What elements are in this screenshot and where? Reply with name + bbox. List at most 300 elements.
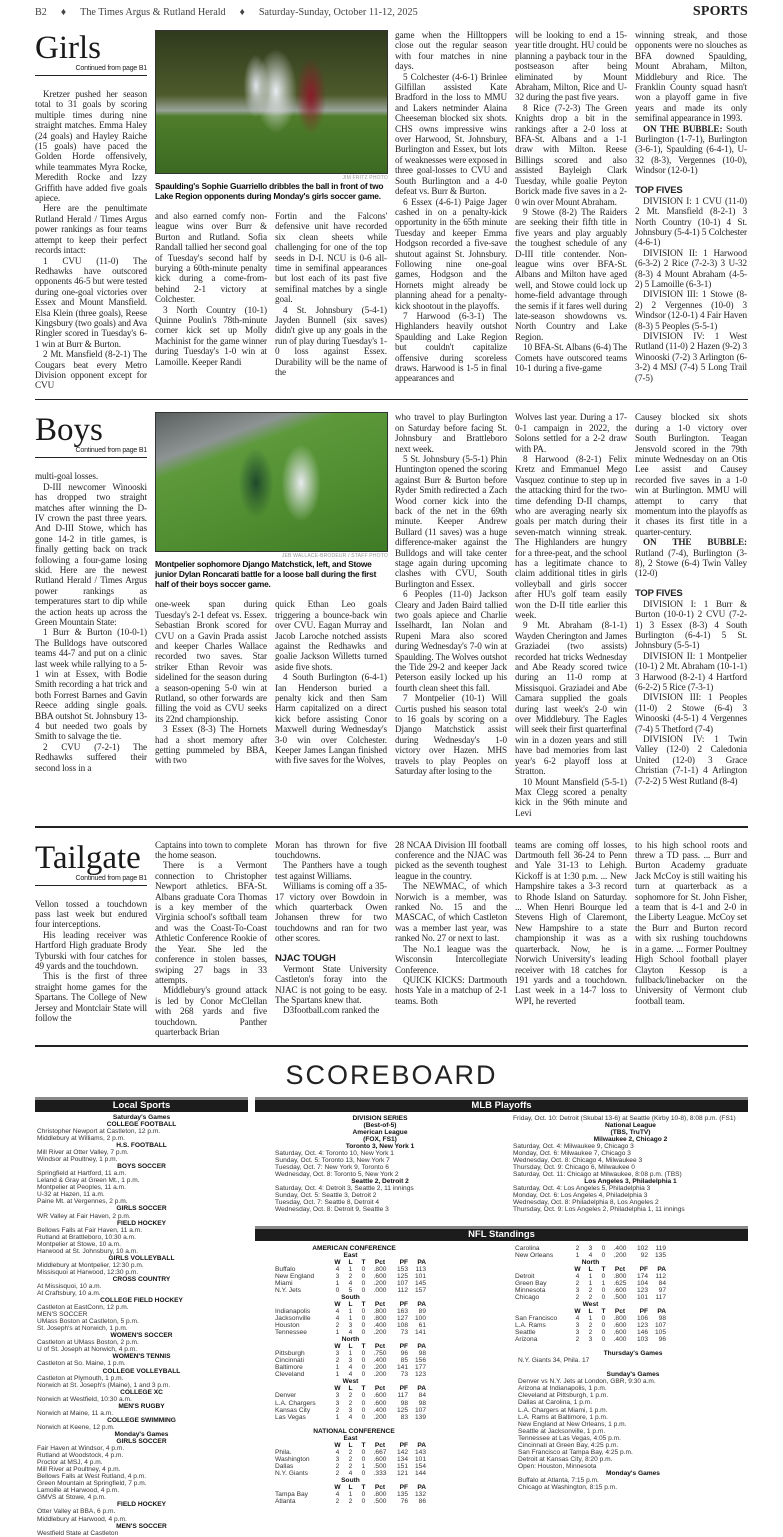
list-line: Saturday, Oct. 4: Los Angeles 5, Philadelphia 3 [513,1185,651,1193]
stat-value: 61 [418,1322,426,1330]
column-header: PA [417,1343,426,1351]
stat-value: .600 [373,1272,387,1280]
stat-value: 2 [348,1462,353,1470]
paragraph: This is the first of three straight home games for the Spartans. The College of New Jersey and Montclair State will follow the [35,971,147,1024]
column-header: L [348,1343,353,1351]
stat-value: 84 [658,1279,666,1287]
stat-value: 135 [396,1491,408,1499]
team-name: Pittsburgh [275,1350,305,1358]
stat-value: .600 [613,1322,627,1330]
article-column [515,30,627,373]
team-name: Green Bay [515,1279,547,1287]
stat-value: 4 [335,1491,340,1499]
column-header: PF [399,1300,408,1308]
list-line: Wednesday, Oct. 8: Chicago 4, Milwaukee 3 [513,1157,643,1165]
stat-value: 2 [575,1279,580,1287]
list-heading: Los Angeles 3, Philadelphia 1 [584,1178,677,1186]
stat-value: 0 [361,1307,366,1315]
column-header: PF [399,1484,408,1492]
list-line: Norwich at Keene, 12 p.m. [37,1423,115,1431]
stat-value: 139 [414,1413,426,1421]
list-heading: MEN'S SOCCER [116,1522,167,1530]
stat-value: .600 [613,1286,627,1294]
stat-value: .400 [373,1406,387,1414]
stat-value: 3 [348,1357,353,1365]
article-column [395,412,507,776]
article-column [395,840,507,1007]
stat-value: 0 [601,1322,606,1330]
column-header: PA [417,1385,426,1393]
article-column [275,599,387,766]
division-table [275,1294,426,1336]
list-line: WR Valley at Fair Haven, 2 p.m. [37,1212,131,1220]
paragraph: Captains into town to complete the home season. [155,839,267,861]
stat-value: 146 [636,1329,648,1337]
team-name: Cincinnati [275,1357,304,1365]
standings-header-row [515,1308,666,1315]
list-line: Otter Valley at BBA, 6 p.m. [37,1508,116,1516]
standings-row [515,1252,666,1259]
division-table [275,1336,426,1378]
stat-value: .400 [373,1322,387,1330]
list-line: Monday, Oct. 6: Los Angeles 4, Philadelphia 3 [513,1192,648,1200]
list-line: Rutland at Woodstock, 4 p.m. [37,1452,124,1460]
stat-value: 73 [400,1329,408,1337]
list-line: Norwich at St. Joseph's (Maine), 1 and 3 p.m. [37,1381,171,1389]
standings-row [275,1266,426,1273]
paragraph-text: Rutland (7-4), Burlington (3-8), 2 Stowe (6-4) Twin Valley (12-0) [635,547,747,579]
stat-value: 177 [414,1364,426,1372]
column-header: PF [399,1343,408,1351]
list-line: Bellows Falls at Fair Haven, 11 a.m. [37,1226,143,1234]
stat-value: 4 [575,1314,580,1322]
stat-value: .200 [613,1251,627,1259]
stat-value: 2 [575,1293,580,1301]
paragraph: 7 Harwood (6-3-1) The Highlanders heavily outshot Spaulding and Lake Region but couldn't capitalize offensive during scoreless draws. Harwood is 1-5 in final appearances and [395,310,507,384]
tailgate-heading: Tailgate [35,839,141,876]
list-line: Denver vs N.Y. Jets at London, GBR, 9:30 a.m. [518,1378,656,1386]
stat-value: 0 [335,1286,340,1294]
division-name: East [343,1251,358,1259]
division-name: South [341,1293,360,1301]
column-header: PA [657,1265,666,1273]
stat-value: .500 [613,1293,627,1301]
stat-value: 0 [361,1448,366,1456]
lead-in: ON THE BUBBLE: [643,537,747,548]
continued-note: Continued from page B1 [75,65,147,72]
stat-value: 121 [396,1469,408,1477]
stat-value: 154 [414,1462,426,1470]
stat-value: 2 [335,1357,340,1365]
stat-value: 0 [361,1279,366,1287]
column-header: PF [399,1441,408,1449]
paragraph: 8 Rice (7-2-3) The Green Knights drop a bit in the rankings after a 2-0 loss at BFA-St. Albans and a 1-1 draw with Milton. Reese Billings scored and also assisted Bayleigh Clark Tuesday, while goalie Peyton Borick made five saves in a 2-0 win over Mount Abraham. [515,102,627,207]
stat-value: 1 [335,1371,340,1379]
list-line: Castleton at So. Maine, 1 p.m. [37,1360,126,1368]
stat-value: 1 [348,1314,353,1322]
team-name: Chicago [515,1293,540,1301]
paragraph: 28 NCAA Division III football conference and the NJAC was picked as the seventh toughest league in the country. [395,839,507,881]
paragraph: There is a Vermont connection to Christopher Newport athletics. BFA-St. Albans graduate Cora Thomas is a key member of the Virginia school's softball team and was the Coast-To-Coast Athletic Conference Rookie of the Year. She led the conference in stolen basses, swiping 27 bags in 33 attempts. [155,860,267,985]
list-line: Seattle at Jacksonville, 1 p.m. [518,1427,606,1435]
stat-value: .500 [373,1462,387,1470]
paragraph: DIVISION I: 1 CVU (11-0) 2 Mt. Mansfield (8-2-1) 3 North Country (10-1) 4 St. Johnsbury (5-4-1) 5 Colchester (4-6-1) [635,195,747,248]
paragraph [635,537,747,579]
list-line: Christopher Newport at Castleton, 12 p.m. [37,1127,161,1135]
list-heading: FIELD HOCKEY [116,1219,167,1227]
list-line: Middlebury at Harwood, 4 p.m. [37,1515,127,1523]
stat-value: 2 [335,1469,340,1477]
column-header: W [334,1441,341,1449]
paragraph: Vellon tossed a touchdown pass last week but endured four interceptions. [35,898,147,930]
column-header: W [334,1484,341,1492]
stat-value: 0 [361,1350,366,1358]
stat-value: 0 [361,1413,366,1421]
stat-value: 4 [348,1371,353,1379]
team-name: Kansas City [275,1406,311,1414]
standings-header-row [515,1266,666,1273]
paragraph: The NEWMAC, of which Norwich is a member, was ranked No. 15 and the MASCAC, of which Castleton was a member last year, was ranked No. 27 or next to last. [395,881,507,944]
pro-box [255,1097,748,1505]
list-line: L.A. Rams at Baltimore, 1 p.m. [518,1413,608,1421]
girls-section [35,30,748,391]
paragraph: 3 Essex (8-3) The Hornets had a short memory after getting pummeled by BBA, with two [155,724,267,766]
stat-value: 135 [654,1251,666,1259]
conference-title: NATIONAL CONFERENCE [313,1427,395,1435]
section-name: SPORTS [692,4,748,19]
list-line: Wednesday, Oct. 8: Toronto 5, New York 2 [275,1171,399,1179]
team-name: Cleveland [275,1371,305,1379]
standings-row [275,1449,426,1456]
standings-row [515,1294,666,1301]
stat-value: 1 [335,1413,340,1421]
local-sports-header: Local Sports [35,1097,248,1112]
stat-value: 125 [396,1272,408,1280]
stat-value: 141 [396,1364,408,1372]
paragraph: DIVISION II: 1 Harwood (6-3-2) 2 Rice (7-2-3) 3 U-32 (8-3) 4 Mount Abraham (4-5-2) 5 Lamoille (6-3-1) [635,247,747,289]
divider [35,885,147,886]
stat-value: .625 [613,1279,627,1287]
stat-value: 2 [588,1293,593,1301]
list-heading: COLLEGE FOOTBALL [106,1120,177,1128]
stat-value: 4 [335,1448,340,1456]
stat-value: 112 [397,1286,408,1294]
standings-row [515,1287,666,1294]
team-name: Tampa Bay [275,1491,308,1499]
stat-value: 117 [655,1293,666,1301]
team-name: Houston [275,1322,300,1330]
stat-value: 0 [361,1498,366,1506]
article-column [155,599,267,766]
stat-value: .000 [373,1286,387,1294]
paragraph: Middlebury's ground attack is led by Conor McClellan with 268 yards and five touchdown. Panther quarterback Brian [155,985,267,1037]
division-table [275,1252,426,1294]
stat-value: 4 [348,1469,353,1477]
article-column [275,840,387,1016]
column-header: PF [639,1265,648,1273]
standings-header-row [275,1484,426,1491]
stat-value: 3 [348,1322,353,1330]
division-table [515,1245,666,1259]
standings-header-row [275,1259,426,1266]
column-header: PA [417,1484,426,1492]
column-header: Pct [614,1307,626,1315]
standings-row [275,1392,426,1399]
column-header: Pct [374,1258,386,1266]
stat-value: .200 [373,1329,387,1337]
standings-row [275,1364,426,1371]
photo-caption: Montpelier sophomore Django Matchstick, left, and Stowe junior Dylan Roncarati battle for a loose ball during the first half of their boys soccer game. [155,559,377,590]
paragraph: 2 CVU (7-2-1) The Redhawks suffered their second loss in a [35,741,147,773]
paragraph: 5 Colchester (4-6-1) Brinlee Gilfillan assisted Kate Bradford in the loss to MMU and Lakers netminder Alaina Cheeseman blocked six shots. CHS owns impressive wins over Harwood, St. Johnsbury, Burlington and Essex, but lots of weaknesses were exposed in three goal-losses to CVU and South Burlington and a 4-0 defeat vs. Burr & Burton. [395,71,507,197]
team-name: New England [275,1272,315,1280]
column-header: Pct [614,1265,626,1273]
list-line: Springfield at Hartford, 11 a.m. [37,1170,127,1178]
paragraph: 6 Essex (4-6-1) Paige Jager cashed in on a penalty-kick opportunity in the 65th minute Tuesday and keeper Emma Hodgson recorded a five-save shutout against St. Johnsbury. Following nine one-goal games, Hodgson and the Hornets might already be planning ahead for a penalty-kick shootout in the playoffs. [395,196,507,311]
paragraph: 10 Mount Mansfield (5-5-1) Max Clegg scored a penalty kick in the 96th minute and Levi [515,776,627,818]
stat-value: 153 [396,1265,408,1273]
column-header: Pct [374,1385,386,1393]
stat-value: 98 [418,1350,426,1358]
paragraph: 6 Peoples (11-0) Jackson Cleary and Jaden Baird tallied two goals apiece and Charlie Isselhardt, Ian Nolan and Rupeni Mara also scored during Wednesday's 7-0 win at Spaulding. The Wolves outshot the Tide 29-2 and keeper Jack Peterson easily locked up his fourth clean sheet this fall. [395,589,507,693]
list-heading: Seattle 2, Detroit 2 [351,1178,409,1186]
conference-title: AMERICAN CONFERENCE [312,1244,396,1252]
stat-value: 84 [418,1392,426,1400]
paragraph: one-week span during Tuesday's 2-1 defeat vs. Essex. Sebastian Bronk scored for CVU on a Gavin Prada assist and keeper Charles Wallace recorded two saves. Star striker Ethan Revoir was sidelined for the season during a season-opening 5-0 win at Rutland, so other forwards are filling the void as CVU seeks its 22nd championship. [155,599,267,724]
boys-soccer-photo [155,412,388,552]
scoreboard [35,1097,748,1537]
list-heading: COLLEGE VOLLEYBALL [102,1367,181,1375]
standings-row [275,1456,426,1463]
issue-date: Saturday-Sunday, October 11-12, 2025 [258,7,418,18]
list-heading: Saturday's Games [112,1113,171,1121]
column-header: L [348,1484,353,1492]
standings-row [275,1280,426,1287]
stat-value: 106 [636,1314,648,1322]
team-name: L.A. Rams [515,1322,546,1330]
paragraph: Moran has thrown for five touchdowns. [275,839,387,861]
subheading: NJAC TOUGH [275,952,336,964]
article-column [635,30,747,383]
stat-value: 102 [636,1244,648,1252]
article-column [635,840,747,1007]
team-name: Baltimore [275,1364,303,1372]
stat-value: 4 [348,1329,353,1337]
continued-note: Continued from page B1 [75,447,147,455]
column-header: L [348,1258,353,1266]
stat-value: 0 [601,1336,606,1344]
paragraph: game when the Hilltoppers close out the regular season with four matches in nine days. [395,30,507,72]
paragraph: DIVISION IV: 1 West Rutland (11-0) 2 Hazen (9-2) 3 Winooski (7-2) 3 Arlington (6-3-2) 4 MSJ (7-4) 5 Long Trail (7-5) [635,330,747,383]
paragraph: Wolves last year. During a 17-0-1 campaign in 2022, the Solons settled for a 2-2 draw with PA. [515,412,627,454]
list-line: At Missisquoi, 10 a.m. [37,1282,102,1290]
team-name: Washington [275,1455,310,1463]
column-header: T [601,1265,606,1273]
stat-value: 0 [361,1265,366,1273]
list-line: Castleton at UMass Boston, 2 p.m. [37,1339,139,1347]
column-header: Pct [374,1343,386,1351]
photo-credit: JIM FRITZ PHOTO [342,175,388,181]
column-header: PA [657,1307,666,1315]
stat-value: 0 [361,1272,366,1280]
standings-row [275,1400,426,1407]
stat-value: 0 [361,1469,366,1477]
paragraph: will be looking to end a 15-year title drought. HU could be planning a payback tour in the postseason after being eliminated by Mount Abraham, Milton, Rice and U-32 during the past five years. [515,30,627,103]
stat-value: .800 [373,1491,387,1499]
column-header: T [601,1307,606,1315]
list-heading: BOYS SOCCER [117,1163,166,1171]
stat-value: 2 [588,1322,593,1330]
stat-value: 101 [414,1272,426,1280]
stat-value: 3 [575,1329,580,1337]
subheading: TOP FIVES [635,587,683,599]
list-heading: (Best-of-5) [363,1121,397,1129]
stat-value: 0 [601,1329,606,1337]
stat-value: 3 [335,1350,340,1358]
continued-note: Continued from page B1 [75,874,147,882]
stat-value: 96 [658,1336,666,1344]
list-line: Open: Houston, Minnesota [518,1462,597,1470]
paragraph: 9 Mt. Abraham (8-1-1) Wayden Cherington and James Graziadei (two assists) recorded hat tricks Wednesday and Abe Ready scored twice during an 11-0 romp at Missisquoi. Graziadei and Abe Camara supplied the goals during last week's 2-0 win over Middlebury. The Eagles will seek their first quarterfinal win in a dozen years and still have bad memories from last year's 6-2 playoff loss at Stratton. [515,620,627,777]
column-header: Pct [374,1484,386,1492]
nfl-schedule [515,1350,748,1491]
stat-value: 5 [348,1286,353,1294]
list-line: Westfield State at Castleton [37,1529,119,1537]
list-line: Green Mountain at Springfield, 7 p.m. [37,1480,147,1488]
nfl-body [255,1241,748,1506]
list-line: Montpelier at Peoples, 11 a.m. [37,1184,126,1192]
stat-value: 86 [418,1498,426,1506]
list-line: Detroit at Kansas City, 8:20 p.m. [518,1455,613,1463]
column-header: L [348,1300,353,1308]
division-table [275,1378,426,1420]
standings-row [275,1329,426,1336]
list-line: Castleton at EastConn, 12 p.m. [37,1304,129,1312]
stat-value: .800 [613,1272,627,1280]
list-line: Middlebury at Williams, 2 p.m. [37,1134,125,1142]
team-col [515,1266,571,1273]
standings-header-row [275,1442,426,1449]
stat-value: 101 [636,1293,648,1301]
list-line: At Craftsbury, 10 a.m. [37,1290,101,1298]
list-line: New England at New Orleans, 1 p.m. [518,1420,627,1428]
paragraph: 5 St. Johnsbury (5-5-1) Phin Huntington opened the scoring against Burr & Burton before Ryder Smith redirected a Zach Wood corner kick into the back of the net in the 69th minute. Keeper Andrew Bullard (11 saves) was a huge difference-maker against the Bulldogs and will take center stage again during upcoming clashes with CVU, South Burlington and Essex. [395,453,507,589]
boys-lead-column [35,412,147,773]
stat-value: 98 [658,1314,666,1322]
stat-value: 1 [348,1491,353,1499]
stat-value: .200 [373,1371,387,1379]
standings-header-row [275,1301,426,1308]
paragraph: 2 Mt. Mansfield (8-2-1) The Cougars beat every Metro Division opponent except for CVU [35,349,147,391]
paragraph: 3 North Country (10-1) Quinne Poulin's 78th-minute corner kick set up Molly Machinist for the game winner during Tuesday's 1-0 win at Lamoille. Keeper Randi [155,304,267,367]
standings-row [275,1414,426,1421]
stat-value: 0 [601,1293,606,1301]
paragraph [635,124,747,176]
list-heading: National League [605,1121,656,1129]
stat-value: 123 [414,1371,426,1379]
masthead [35,0,748,30]
article-column [515,412,627,818]
stat-value: 1 [335,1364,340,1372]
division-name: North [581,1258,600,1266]
list-line: Chicago at Washington, 8:15 p.m. [518,1484,618,1492]
stat-value: 100 [414,1314,426,1322]
divider [35,457,147,458]
list-heading: H.S. FOOTBALL [116,1142,167,1150]
stat-value: 85 [400,1357,408,1365]
stat-value: 3 [335,1392,340,1400]
list-line: Cleveland at Pittsburgh, 1 p.m. [518,1392,609,1400]
stat-value: 101 [414,1455,426,1463]
list-line [518,1364,748,1371]
paragraph: QUICK KICKS: Dartmouth hosts Yale in a matchup of 2-1 teams. Both [395,974,507,1006]
column-header: T [361,1300,366,1308]
team-col [275,1259,331,1266]
standings-row [275,1350,426,1357]
list-heading: COLLEGE XC [120,1388,163,1396]
stat-value: 2 [348,1272,353,1280]
stat-value: 97 [658,1286,666,1294]
stat-value: 1 [575,1251,580,1259]
article-column [155,211,267,367]
column-header: L [588,1307,593,1315]
stat-value: .200 [373,1279,387,1287]
stat-value: 2 [335,1406,340,1414]
list-line: Saturday, Oct. 4: Toronto 10, New York 1 [275,1150,394,1158]
column-header: T [361,1258,366,1266]
stat-value: 127 [396,1314,408,1322]
stat-value: 3 [575,1286,580,1294]
stat-value: 1 [601,1279,606,1287]
nfl-standings-header: NFL Standings [255,1226,748,1241]
team-col [275,1385,331,1392]
stat-value: 2 [348,1455,353,1463]
stat-value: .800 [373,1307,387,1315]
stat-value: 3 [335,1399,340,1407]
stat-value: 0 [601,1244,606,1252]
article-column [395,30,507,384]
stat-value: .600 [373,1392,387,1400]
stat-value: 98 [400,1399,408,1407]
stat-value: 96 [400,1350,408,1358]
list-line: GMVS at Stowe, 4 p.m. [37,1494,106,1502]
stat-value: .750 [373,1350,387,1358]
stat-value: 4 [348,1364,353,1372]
section-divider [35,1045,748,1047]
stat-value: 1 [335,1279,340,1287]
paragraph: winning streak, and those opponents were no slouches as BFA downed Spaulding, Mount Abraham, Milton, Middlebury and Rice. The Franklin County squad hasn't won a playoff game in five years and made its only semifinal appearance in 1993. [635,30,747,124]
stat-value: 144 [414,1469,426,1477]
mlb-nl-results [495,1115,748,1214]
team-name: Jacksonville [275,1314,311,1322]
standings-row [275,1463,426,1470]
list-line: Fair Haven at Windsor, 4 p.m. [37,1445,125,1453]
list-line: Dallas at Carolina, 1 p.m. [518,1399,593,1407]
stat-value: 1 [348,1350,353,1358]
list-heading: American League [352,1128,408,1136]
stat-value: 73 [400,1371,408,1379]
stat-value: 113 [415,1265,426,1273]
list-line: Paine Mt. at Vergennes, 2 p.m. [37,1198,128,1206]
list-line: Harwood at St. Johnsbury, 10 a.m. [37,1247,139,1255]
stat-value: 76 [400,1498,408,1506]
paragraph: quick Ethan Leo goals triggering a bounce-back win over CVU. Eagan Murray and Jacob Laroche notched assists against the Redhawks and goalie Jackson Willetts turned aside five shots. [275,599,387,672]
team-name: Dallas [275,1462,294,1470]
stat-value: 123 [636,1322,648,1330]
stat-value: 1 [348,1307,353,1315]
stat-value: 2 [335,1322,340,1330]
stat-value: 132 [414,1491,426,1499]
